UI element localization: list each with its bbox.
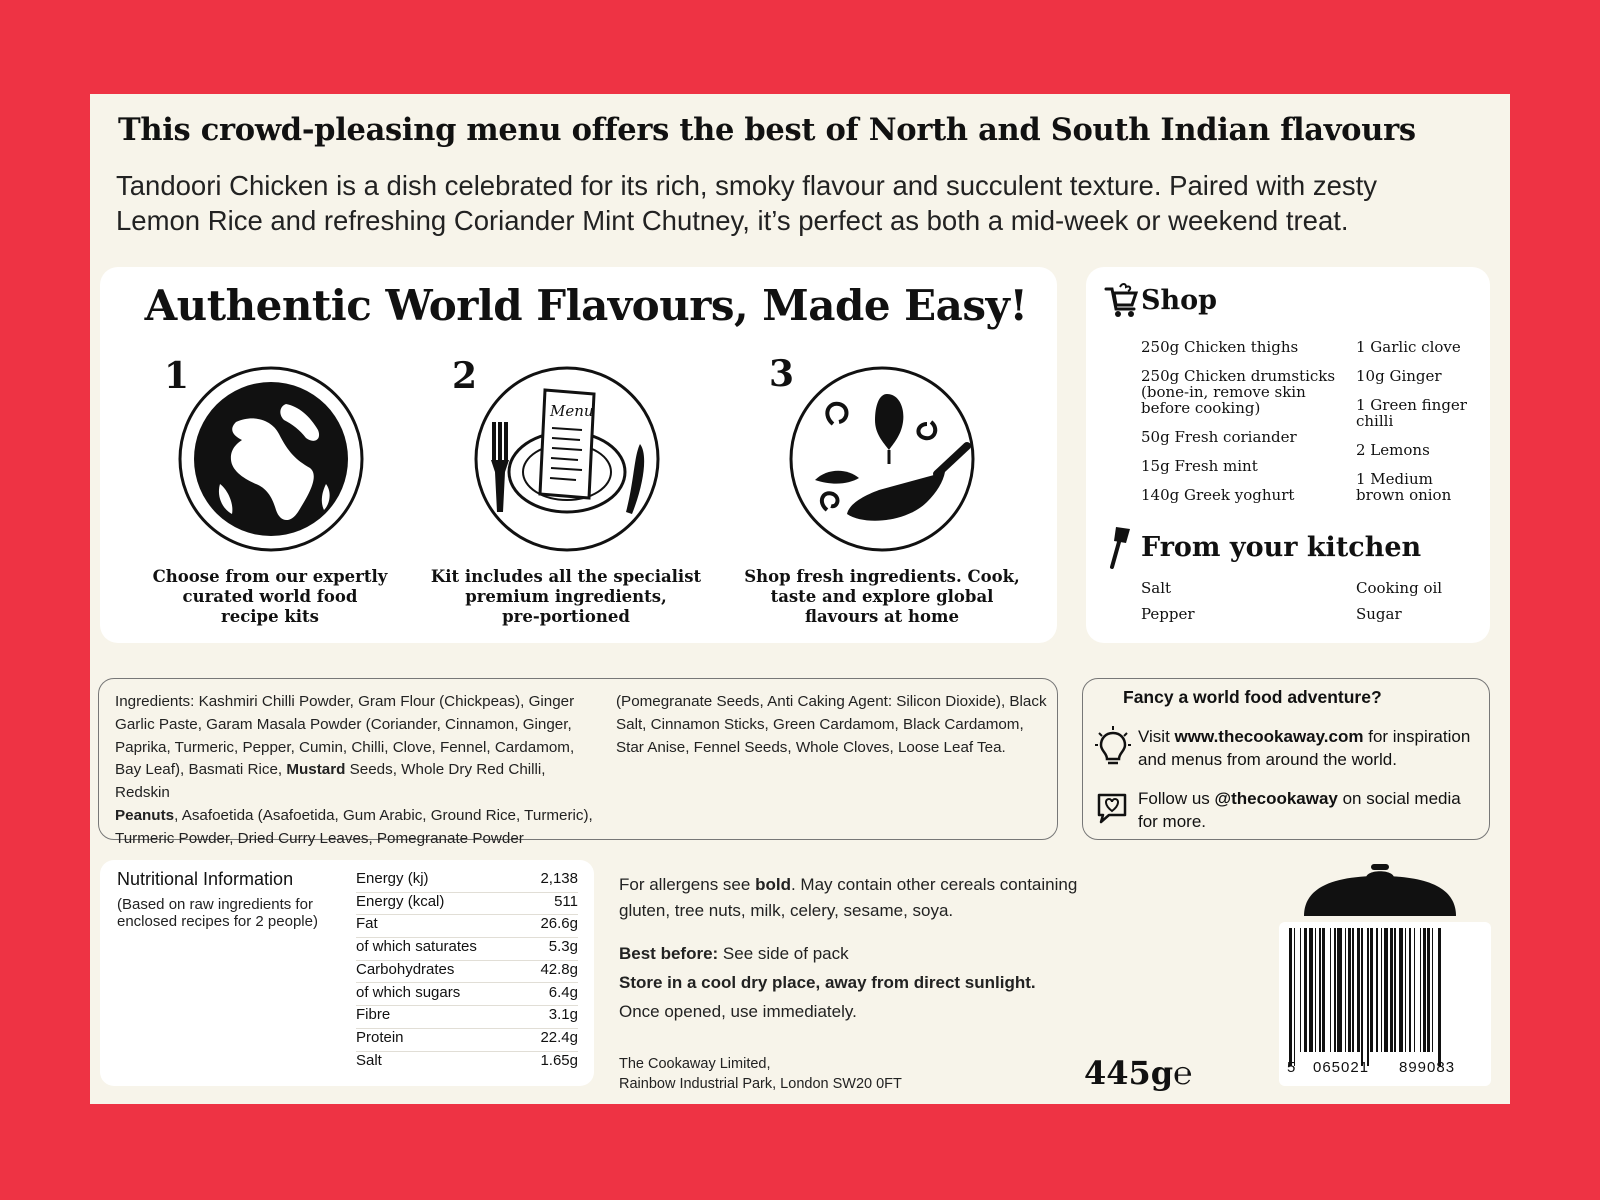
barcode-bar bbox=[1322, 928, 1325, 1052]
barcode-bar bbox=[1304, 928, 1307, 1052]
lightbulb-icon bbox=[1095, 725, 1131, 767]
globe-icon bbox=[176, 364, 366, 554]
shop-item-line: chilli bbox=[1356, 412, 1394, 430]
adventure-title: Fancy a world food adventure? bbox=[1123, 687, 1382, 707]
ingredients-line: Paprika, Turmeric, Pepper, Cumin, Chilli, Clove, Fennel, Cardamom, bbox=[115, 738, 575, 756]
headline: This crowd-pleasing menu offers the best of North and South Indian flavours bbox=[118, 112, 1416, 148]
barcode-bar bbox=[1423, 928, 1426, 1052]
caption-line: Choose from our expertly bbox=[152, 567, 388, 586]
kitchen-item: Cooking oil bbox=[1356, 579, 1443, 597]
kitchen-item: Sugar bbox=[1356, 605, 1402, 623]
barcode-group-2: 899083 bbox=[1399, 1059, 1456, 1076]
caption-line: flavours at home bbox=[804, 607, 960, 626]
shop-item-line: before cooking) bbox=[1141, 399, 1261, 417]
menu-glyph: Menu bbox=[550, 402, 594, 420]
barcode-bar bbox=[1427, 928, 1430, 1052]
nutrient-value: 22.4g bbox=[540, 1028, 578, 1046]
allergen-bold-word: bold bbox=[755, 875, 791, 894]
barcode-bar bbox=[1376, 928, 1378, 1052]
barcode-bar bbox=[1438, 928, 1441, 1066]
caption-line: pre-portioned bbox=[502, 607, 630, 626]
nutrition-row bbox=[356, 1005, 578, 1029]
shop-item-line: brown onion bbox=[1356, 486, 1452, 504]
barcode-bar bbox=[1319, 928, 1321, 1052]
shop-item bbox=[1141, 429, 1297, 445]
allergen-peanuts: Peanuts bbox=[115, 806, 175, 824]
barcode-bar bbox=[1345, 928, 1347, 1052]
barcode-bars bbox=[1289, 928, 1477, 1056]
nutrient-value: 2,138 bbox=[540, 870, 578, 887]
nutrition-row bbox=[356, 937, 578, 961]
social-handle-link[interactable]: @thecookaway bbox=[1214, 789, 1338, 808]
shop-item-line: 250g Chicken drumsticks bbox=[1141, 367, 1336, 385]
barcode-bar bbox=[1294, 928, 1296, 1066]
allergen-info bbox=[619, 872, 1119, 924]
step-caption bbox=[421, 567, 711, 627]
nutrition-row bbox=[356, 960, 578, 984]
nutrition-row bbox=[356, 892, 578, 916]
nutrition-row bbox=[356, 1051, 578, 1074]
shop-item-line: 140g Greek yoghurt bbox=[1141, 486, 1295, 504]
best-before-label: Best before: bbox=[619, 944, 719, 963]
caption-line: taste and explore global bbox=[770, 587, 994, 606]
nutrition-title: Nutritional Information bbox=[117, 869, 294, 889]
nutrient-name: Energy (kcal) bbox=[356, 892, 445, 910]
step-number: 2 bbox=[452, 355, 478, 397]
intro-line: Lemon Rice and refreshing Coriander Mint Chutney, it’s perfect as both a mid-week or weekend treat. bbox=[116, 205, 1349, 236]
barcode-bar bbox=[1420, 928, 1422, 1052]
nutrient-name: Protein bbox=[356, 1028, 404, 1046]
caption-line: recipe kits bbox=[221, 607, 319, 626]
cooking-pot-lid-icon bbox=[1300, 864, 1460, 924]
nutrient-value: 5.3g bbox=[548, 938, 578, 956]
allergen-line bbox=[619, 872, 1119, 898]
visit-text-part: for inspiration bbox=[1363, 727, 1471, 746]
allergen-mustard: Mustard bbox=[286, 761, 346, 779]
ingredients-line: Star Anise, Fennel Seeds, Whole Cloves, Loose Leaf Tea. bbox=[616, 738, 1006, 756]
nutrition-note-line: enclosed recipes for 2 people) bbox=[117, 913, 318, 930]
wok-cooking-icon bbox=[787, 364, 977, 554]
step-number: 1 bbox=[164, 355, 190, 397]
heart-chat-icon bbox=[1095, 791, 1129, 825]
nutrient-value: 1.65g bbox=[540, 1051, 578, 1069]
kitchen-item: Salt bbox=[1141, 579, 1172, 597]
shop-card bbox=[1086, 267, 1490, 643]
shop-item-line: 1 Green finger bbox=[1356, 396, 1467, 414]
step-number: 3 bbox=[769, 353, 795, 395]
shop-item bbox=[1141, 339, 1298, 355]
opened-instruction: Once opened, use immediately. bbox=[619, 1002, 857, 1021]
net-weight bbox=[1084, 1054, 1192, 1092]
barcode-bar bbox=[1405, 928, 1407, 1052]
barcode-bar bbox=[1361, 928, 1363, 1066]
nutrient-value: 3.1g bbox=[548, 1006, 578, 1024]
barcode-bar bbox=[1309, 928, 1314, 1052]
ingredients-box bbox=[98, 678, 1058, 847]
nutrient-name: Carbohydrates bbox=[356, 960, 455, 978]
barcode-bar bbox=[1384, 928, 1389, 1052]
nutrition-row bbox=[356, 983, 578, 1007]
barcode-bar bbox=[1337, 928, 1342, 1052]
barcode-bar bbox=[1300, 928, 1302, 1052]
barcode-digit-first: 5 bbox=[1287, 1059, 1296, 1076]
shop-item-line: 250g Chicken thighs bbox=[1141, 338, 1299, 356]
caption-line: Kit includes all the specialist bbox=[430, 567, 702, 586]
nutrition-row bbox=[356, 914, 578, 938]
shop-item-line: 15g Fresh mint bbox=[1141, 457, 1258, 475]
nutrient-value: 26.6g bbox=[540, 915, 578, 933]
barcode-bar bbox=[1394, 928, 1396, 1052]
shop-item bbox=[1356, 471, 1451, 503]
shop-item bbox=[1356, 442, 1430, 458]
caption-line: premium ingredients, bbox=[465, 587, 667, 606]
ingredients-line bbox=[115, 805, 600, 828]
kitchen-item: Pepper bbox=[1141, 605, 1195, 623]
barcode-bar bbox=[1315, 928, 1317, 1052]
visit-line bbox=[1138, 725, 1483, 748]
shopping-cart-icon bbox=[1104, 283, 1138, 319]
barcode-box bbox=[1279, 922, 1491, 1086]
ingredients-col-1 bbox=[115, 691, 600, 851]
spatula-icon bbox=[1104, 525, 1132, 569]
estimated-sign: ℮ bbox=[1173, 1054, 1193, 1092]
nutrition-note bbox=[117, 896, 318, 930]
shop-item bbox=[1356, 397, 1467, 429]
nutrient-value: 511 bbox=[554, 892, 578, 910]
company-location: Rainbow Industrial Park, London SW20 0FT bbox=[619, 1076, 902, 1092]
ingredients-line: Turmeric Powder, Dried Curry Leaves, Pomegranate Powder bbox=[115, 829, 524, 847]
nutrient-name: Salt bbox=[356, 1051, 382, 1069]
visit-text bbox=[1138, 725, 1483, 771]
shop-item bbox=[1141, 368, 1335, 416]
visit-text-part: Visit bbox=[1138, 727, 1175, 746]
website-link[interactable]: www.thecookaway.com bbox=[1174, 727, 1364, 746]
barcode-bar bbox=[1409, 928, 1411, 1052]
shop-item-line: 50g Fresh coriander bbox=[1141, 428, 1297, 446]
barcode-group-1: 065021 bbox=[1313, 1059, 1370, 1076]
shop-title: Shop bbox=[1141, 285, 1218, 316]
barcode-bar bbox=[1381, 928, 1383, 1052]
nutrient-value: 42.8g bbox=[540, 960, 578, 978]
follow-text-part: on social media bbox=[1337, 789, 1461, 808]
allergen-line: gluten, tree nuts, milk, celery, sesame, soya. bbox=[619, 901, 954, 920]
barcode-bar bbox=[1348, 928, 1351, 1052]
step-caption bbox=[737, 567, 1027, 627]
ingredients-text: , Asafoetida (Asafoetida, Gum Arabic, Ground Rice, Turmeric), bbox=[174, 806, 593, 824]
kitchen-title: From your kitchen bbox=[1141, 532, 1422, 563]
how-it-works-title: Authentic World Flavours, Made Easy! bbox=[144, 281, 1028, 330]
shop-item-line: 1 Medium bbox=[1356, 470, 1433, 488]
barcode-bar bbox=[1390, 928, 1393, 1052]
nutrition-card bbox=[100, 860, 594, 1086]
ingredients-line: Ingredients: Kashmiri Chilli Powder, Gram Flour (Chickpeas), Ginger bbox=[115, 693, 575, 710]
barcode-bar bbox=[1367, 928, 1369, 1066]
company-address bbox=[619, 1054, 902, 1094]
nutrition-note-line: (Based on raw ingredients for bbox=[117, 896, 313, 913]
ingredients-text: Seeds, Whole Dry Red Chilli, Redskin bbox=[115, 761, 546, 802]
allergen-text: . May contain other cereals containing bbox=[790, 875, 1078, 894]
shop-item bbox=[1356, 368, 1442, 384]
adventure-box bbox=[1082, 678, 1490, 840]
barcode-bar bbox=[1414, 928, 1416, 1052]
nutrient-name: Energy (kj) bbox=[356, 870, 429, 887]
nutrient-name: of which saturates bbox=[356, 938, 477, 956]
best-before-value: See side of pack bbox=[718, 944, 849, 963]
shop-item-line: 1 Garlic clove bbox=[1356, 338, 1461, 356]
ingredients-text: Bay Leaf), Basmati Rice, bbox=[115, 761, 287, 779]
nutrient-name: Fibre bbox=[356, 1006, 391, 1024]
weight-value: 445g bbox=[1084, 1054, 1174, 1092]
storage-instruction: Store in a cool dry place, away from direct sunlight. bbox=[619, 973, 1036, 992]
barcode-bar bbox=[1399, 928, 1404, 1052]
nutrition-row bbox=[356, 869, 578, 893]
ingredients-line: Salt, Cinnamon Sticks, Green Cardamom, Black Cardamom, bbox=[616, 715, 1024, 733]
ingredients-line: (Pomegranate Seeds, Anti Caking Agent: Silicon Dioxide), Black bbox=[616, 693, 1047, 710]
intro-line: Tandoori Chicken is a dish celebrated for its rich, smoky flavour and succulent texture. Paired with zesty bbox=[116, 170, 1377, 201]
shop-item bbox=[1356, 339, 1461, 355]
shop-item-line: (bone-in, remove skin bbox=[1141, 383, 1306, 401]
nutrient-name: Fat bbox=[356, 915, 378, 933]
step-caption bbox=[125, 567, 415, 627]
nutrition-table bbox=[356, 869, 578, 1079]
caption-line: Shop fresh ingredients. Cook, bbox=[744, 567, 1020, 586]
nutrient-name: of which sugars bbox=[356, 983, 461, 1001]
intro-text bbox=[116, 168, 1496, 238]
label-panel bbox=[90, 94, 1510, 1104]
menu-plate-icon bbox=[472, 364, 662, 554]
ingredients-col-2 bbox=[616, 691, 1056, 759]
follow-line: for more. bbox=[1138, 812, 1207, 831]
how-it-works-card bbox=[100, 267, 1057, 643]
shop-item-line: 10g Ginger bbox=[1356, 367, 1442, 385]
follow-text-part: Follow us bbox=[1138, 789, 1215, 808]
best-before-line bbox=[619, 939, 1119, 968]
storage-info bbox=[619, 939, 1119, 1026]
nutrient-value: 6.4g bbox=[548, 983, 578, 1001]
follow-line bbox=[1138, 787, 1483, 810]
visit-line: and menus from around the world. bbox=[1138, 750, 1397, 769]
follow-text bbox=[1138, 787, 1483, 833]
ingredients-line bbox=[115, 759, 600, 805]
barcode-bar bbox=[1352, 928, 1354, 1052]
allergen-text: For allergens see bbox=[619, 875, 756, 894]
barcode-bar bbox=[1432, 928, 1434, 1052]
barcode-bar bbox=[1334, 928, 1336, 1052]
nutrition-row bbox=[356, 1028, 578, 1052]
shop-item bbox=[1141, 458, 1258, 474]
shop-item-line: 2 Lemons bbox=[1356, 441, 1430, 459]
barcode-bar bbox=[1357, 928, 1360, 1052]
barcode-bar bbox=[1289, 928, 1292, 1066]
ingredients-line: Garlic Paste, Garam Masala Powder (Coriander, Cinnamon, Ginger, bbox=[115, 715, 572, 733]
caption-line: curated world food bbox=[182, 587, 358, 606]
barcode-bar bbox=[1330, 928, 1332, 1052]
shop-item bbox=[1141, 487, 1294, 503]
barcode-bar bbox=[1370, 928, 1373, 1052]
company-name: The Cookaway Limited, bbox=[619, 1056, 771, 1072]
